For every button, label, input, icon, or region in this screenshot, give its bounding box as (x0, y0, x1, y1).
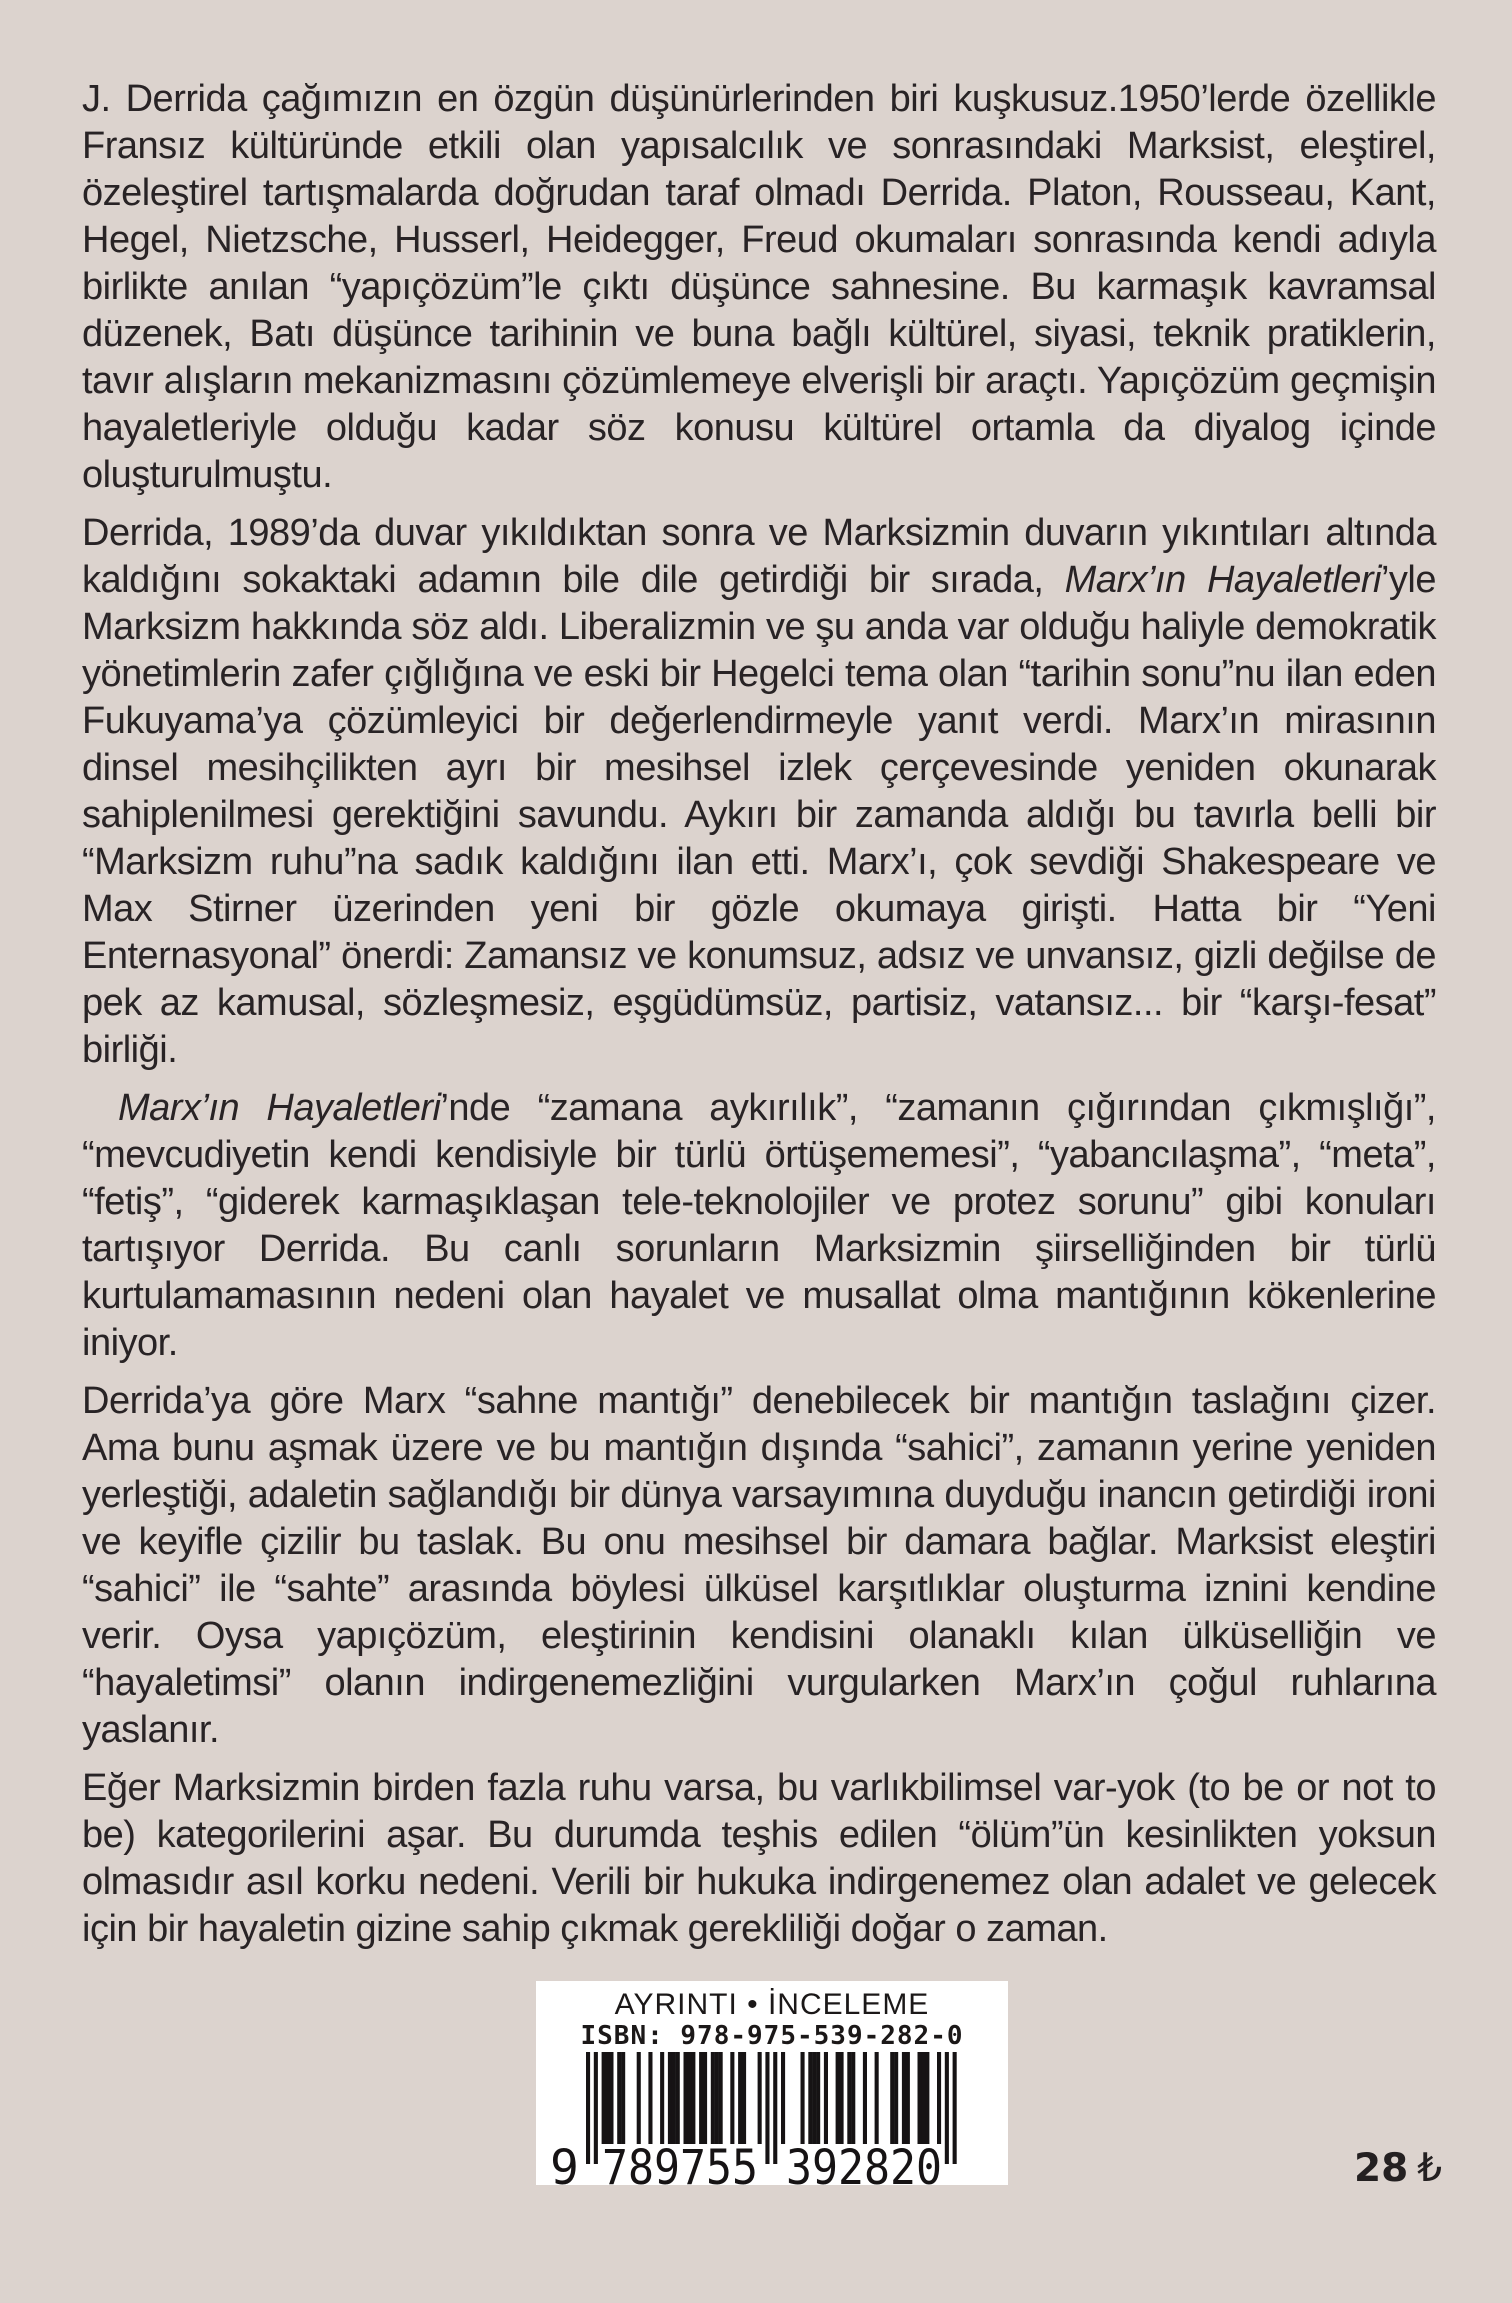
blurb-paragraph (82, 76, 1436, 499)
book-title-italic: Marx’ın Hayaletleri (1064, 559, 1381, 601)
blurb-paragraph (82, 1378, 1436, 1754)
blurb-paragraph (82, 1085, 1436, 1367)
svg-text:392820: 392820 (786, 2140, 942, 2188)
price-label (1354, 2148, 1442, 2190)
blurb-paragraph (82, 510, 1436, 1074)
svg-text:789755: 789755 (602, 2140, 758, 2188)
ean13-barcode (550, 2052, 990, 2188)
text-run: Eğer Marksizmin birden fazla ruhu varsa, bu varlıkbilimsel var-yok (to be or not to be) kategorilerini aşar. Bu durumda teşhis edilen “ölüm”ün kesinlikten yoksun olmasıdır asıl korku nedeni. Verili bir hukuka indirgenemez olan adalet ve gelecek için bir hayaletin gizine sahip çıkmak gerekliliği doğar o zaman. (82, 1767, 1436, 1950)
blurb-text (82, 76, 1436, 1953)
svg-text:9: 9 (550, 2140, 579, 2188)
book-title-italic: Marx’ın Hayaletleri (118, 1087, 441, 1129)
blurb-paragraph (82, 1765, 1436, 1953)
imprint-label: AYRINTI • İNCELEME (614, 1988, 930, 2021)
text-run: J. Derrida çağımızın en özgün düşünürlerinden biri kuşkusuz.1950’lerde özellikle Fransız kültüründe etkili olan yapısalcılık ve sonrasındaki Marksist, eleştirel, özeleştirel tartışmalarda doğrudan taraf olmadı Derrida. Platon, Rousseau, Kant, Hegel, Nietzsche, Husserl, Heidegger, Freud okumaları sonrasında kendi adıyla birlikte anılan “yapıçözüm”le çıktı düşünce sahnesine. Bu karmaşık kavramsal düzenek, Batı düşünce tarihinin ve buna bağlı kültürel, siyasi, teknik pratiklerin, tavır alışların mekanizmasını çözümlemeye elverişli bir araçtı. Yapıçözüm geçmişin hayaletleriyle olduğu kadar söz konusu kültürel ortamla da diyalog içinde oluşturulmuştu. (82, 78, 1436, 496)
price-amount: 28 (1354, 2146, 1409, 2191)
lira-symbol: ₺ (1417, 2146, 1443, 2191)
text-run: Derrida’ya göre Marx “sahne mantığı” denebilecek bir mantığın taslağını çizer. Ama bunu aşmak üzere ve bu mantığın dışında “sahici”, zamanın yerine yeniden yerleştiği, adaletin sağlandığı bir dünya varsayımına duyduğu inancın getirdiği ironi ve keyifle çizilir bu taslak. Bu onu mesihsel bir damara bağlar. Marksist eleştiri “sahici” ile “sahte” arasında böylesi ülküsel karşıtlıklar oluşturma iznini kendine verir. Oysa yapıçözüm, eleştirinin kendisini olanaklı kılan ülküselliğin ve “hayaletimsi” olanın indirgenemezliğini vurgularken Marx’ın çoğul ruhlarına yaslanır. (82, 1380, 1436, 1751)
text-run: Derrida, 1989’da duvar yıkıldıktan sonra ve Marksizmin duvarın yıkıntıları altında kaldığını sokaktaki adamın bile dile getirdiği bir sırada, (82, 512, 1436, 601)
barcode-box (536, 1981, 1008, 2188)
text-run: ’nde “zamana aykırılık”, “zamanın çığırından çıkmışlığı”, “mevcudiyetin kendi kendisiyle bir türlü örtüşememesi”, “yabancılaşma”, “meta”, “fetiş”, “giderek karmaşıklaşan tele-teknolojiler ve protez sorunu” gibi konuları tartışıyor Derrida. Bu canlı sorunların Marksizmin şiirselliğinden bir türlü kurtulamamasının nedeni olan hayalet ve musallat olma mantığının kökenlerine iniyor. (82, 1087, 1436, 1364)
isbn-label: ISBN: 978-975-539-282-0 (580, 2021, 964, 2051)
text-run: ’yle Marksizm hakkında söz aldı. Liberalizmin ve şu anda var olduğu haliyle demokratik yönetimlerin zafer çığlığına ve eski bir Hegelci tema olan “tarihin sonu”nu ilan eden Fukuyama’ya çözümleyici bir değerlendirmeyle yanıt verdi. Marx’ın mirasının dinsel mesihçilikten ayrı bir mesihsel izlek çerçevesinde yeniden okunarak sahiplenilmesi gerektiğini savundu. Aykırı bir zamanda aldığı bu tavırla belli bir “Marksizm ruhu”na sadık kaldığını ilan etti. Marx’ı, çok sevdiği Shakespeare ve Max Stirner üzerinden yeni bir gözle okumaya girişti. Hatta bir “Yeni Enternasyonal” önerdi: Zamansız ve konumsuz, adsız ve unvansız, gizli değilse de pek az kamusal, sözleşmesiz, eşgüdümsüz, partisiz, vatansız... bir “karşı-fesat” birliği. (82, 559, 1436, 1071)
